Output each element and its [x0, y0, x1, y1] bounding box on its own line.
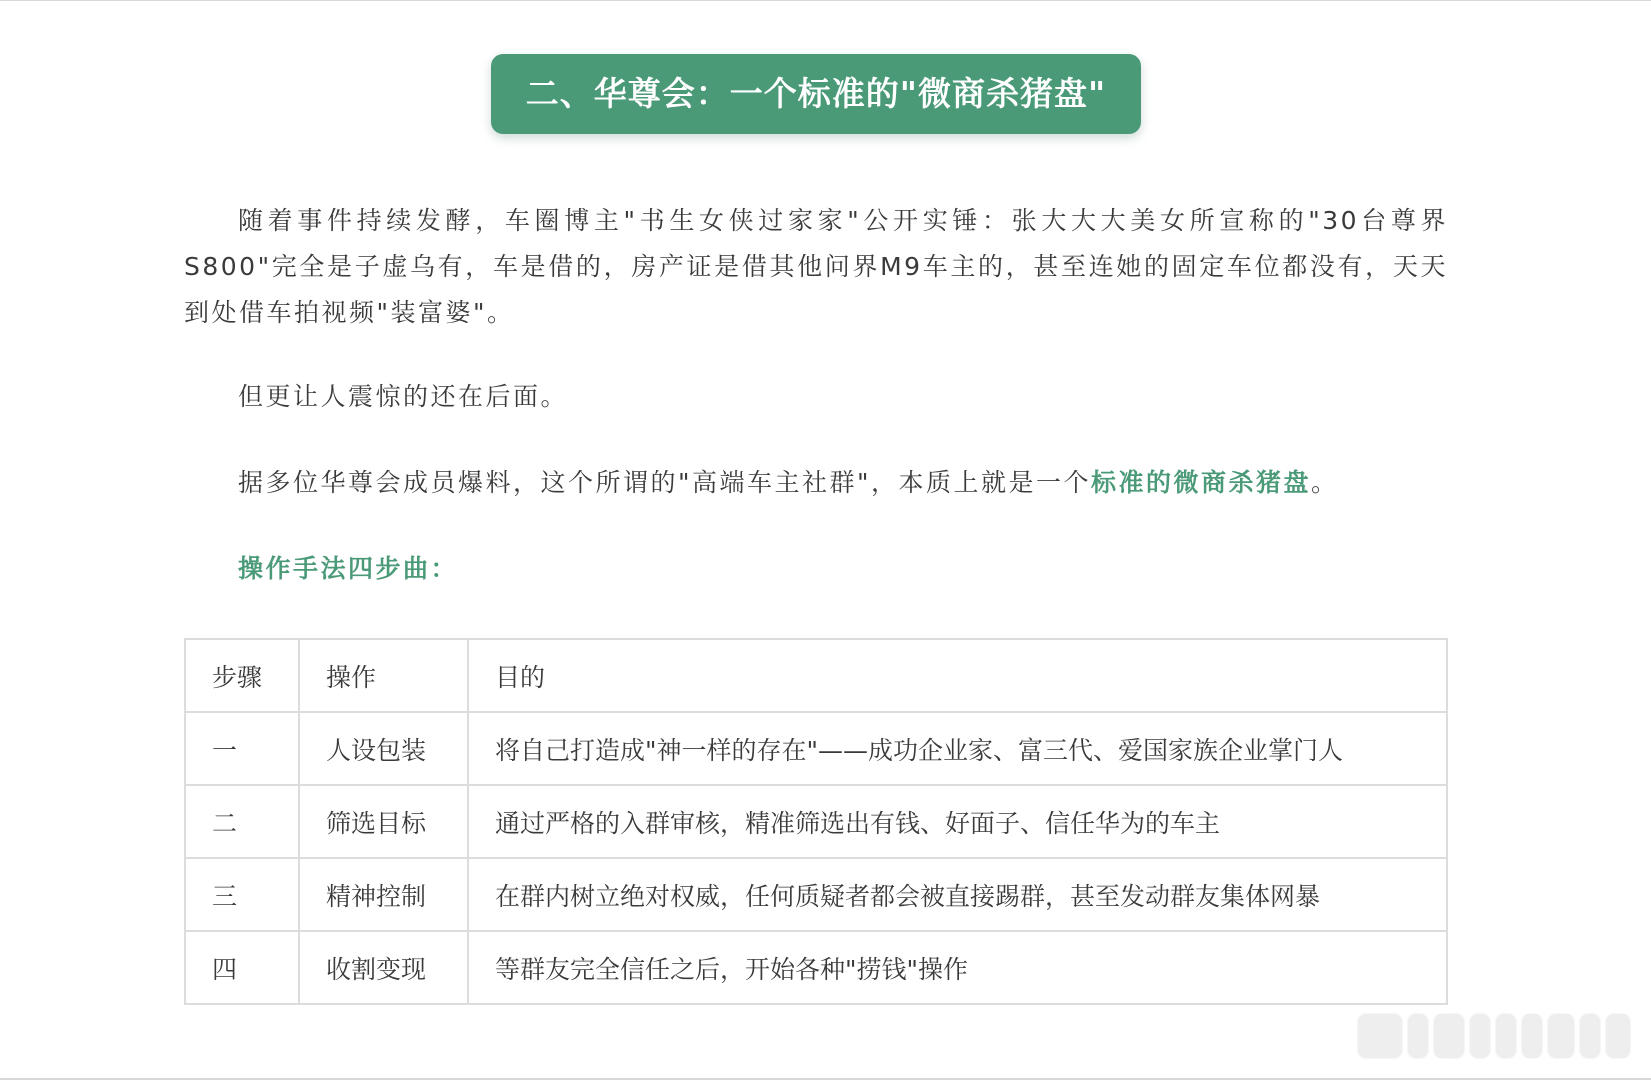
cell-operation: 筛选目标	[299, 785, 468, 858]
table-row	[185, 931, 1447, 1004]
steps-table	[184, 638, 1448, 1005]
watermark-block	[1358, 1014, 1402, 1058]
watermark-block	[1580, 1014, 1600, 1058]
cell-purpose: 在群内树立绝对权威，任何质疑者都会被直接踢群，甚至发动群友集体网暴	[468, 858, 1447, 931]
watermark-logo	[1358, 1012, 1638, 1060]
section-title-banner	[491, 54, 1141, 134]
cell-step: 三	[185, 858, 299, 931]
cell-purpose: 通过严格的入群审核，精准筛选出有钱、好面子、信任华为的车主	[468, 785, 1447, 858]
cell-step: 四	[185, 931, 299, 1004]
cell-operation: 人设包装	[299, 712, 468, 785]
subheading-paragraph	[184, 546, 1448, 592]
watermark-block	[1408, 1014, 1428, 1058]
table-row	[185, 858, 1447, 931]
cell-operation: 精神控制	[299, 858, 468, 931]
header-operation: 操作	[299, 639, 468, 712]
header-purpose: 目的	[468, 639, 1447, 712]
cell-purpose: 等群友完全信任之后，开始各种"捞钱"操作	[468, 931, 1447, 1004]
watermark-block	[1496, 1014, 1516, 1058]
section-title: 二、华尊会：一个标准的"微商杀猪盘"	[525, 74, 1107, 113]
paragraph-3-highlight: 标准的微商杀猪盘	[1091, 468, 1312, 497]
cell-step: 一	[185, 712, 299, 785]
steps-subheading: 操作手法四步曲：	[238, 554, 459, 583]
watermark-block	[1548, 1014, 1574, 1058]
paragraph-3-text: 据多位华尊会成员爆料，这个所谓的"高端车主社群"，本质上就是一个	[238, 468, 1092, 497]
watermark-block	[1470, 1014, 1490, 1058]
cell-operation: 收割变现	[299, 931, 468, 1004]
watermark-block	[1522, 1014, 1542, 1058]
watermark-block	[1434, 1014, 1464, 1058]
cell-step: 二	[185, 785, 299, 858]
paragraph-3	[184, 460, 1448, 506]
table-row	[185, 785, 1447, 858]
paragraph-2: 但更让人震惊的还在后面。	[238, 382, 569, 411]
paragraph-3-end: 。	[1311, 468, 1339, 497]
cell-purpose: 将自己打造成"神一样的存在"——成功企业家、富三代、爱国家族企业掌门人	[468, 712, 1447, 785]
header-step: 步骤	[185, 639, 299, 712]
table-row	[185, 712, 1447, 785]
watermark-block	[1606, 1014, 1630, 1058]
paragraph-1: 随着事件持续发酵，车圈博主"书生女侠过家家"公开实锤：张大大大美女所宣称的"30台尊界S800"完全是子虚乌有，车是借的，房产证是借其他问界M9车主的，甚至连她的固定车位都没有，天天到处借车拍视频"装富婆"。	[184, 206, 1448, 327]
top-divider	[0, 0, 1651, 1]
article-body	[184, 198, 1448, 592]
table-header-row	[185, 639, 1447, 712]
